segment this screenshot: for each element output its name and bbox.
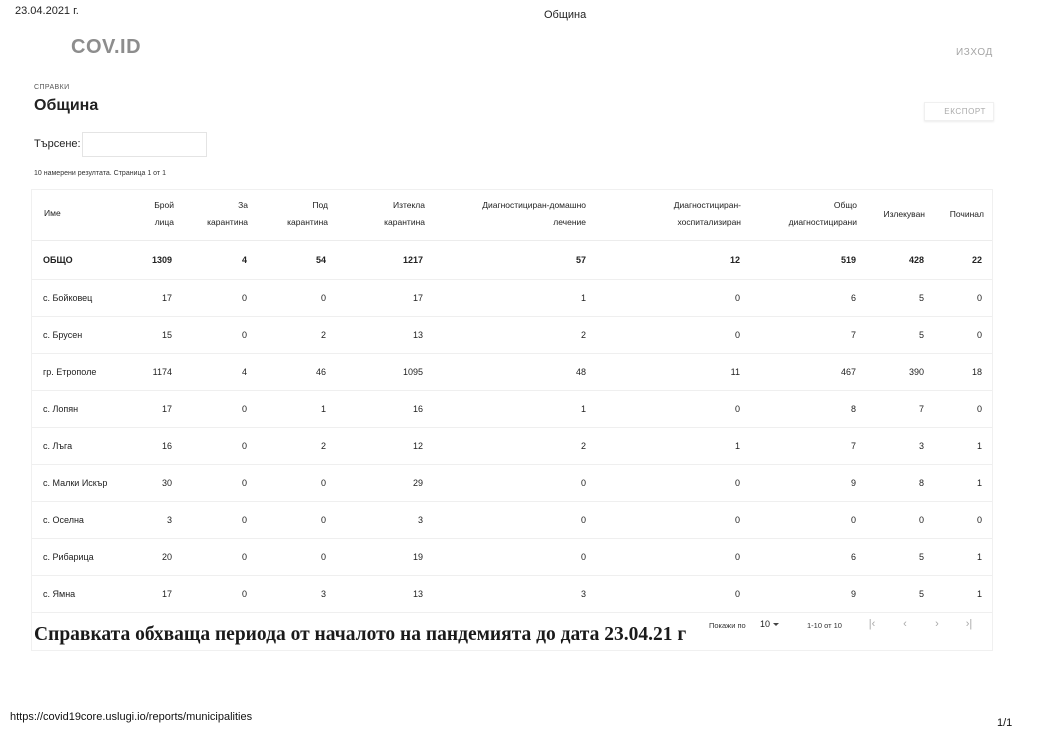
report-table <box>32 190 992 613</box>
cell-name: гр. Етрополе <box>43 367 97 377</box>
cell-expired-quarantine: 13 <box>412 589 423 599</box>
cell-deceased: 1 <box>976 552 982 562</box>
header-deceased[interactable]: Починал <box>949 209 984 219</box>
cell-cured: 3 <box>918 441 924 451</box>
cell-name: ОБЩО <box>43 255 73 265</box>
cell-persons: 1309 <box>151 255 172 265</box>
cell-persons: 30 <box>161 478 172 488</box>
export-button[interactable] <box>924 102 994 121</box>
print-page-number: 1/1 <box>997 717 1013 729</box>
cell-under-quarantine: 0 <box>320 552 326 562</box>
cell-hospitalized: 0 <box>734 478 740 488</box>
cell-home-treatment: 57 <box>575 255 586 265</box>
table-row <box>32 354 992 391</box>
cell-persons: 1174 <box>152 367 172 377</box>
cell-total-diagnosed: 467 <box>840 367 856 377</box>
cell-deceased: 22 <box>971 255 982 265</box>
pagination-range: 1-10 от 10 <box>807 621 842 630</box>
cell-persons: 3 <box>166 515 172 525</box>
cell-deceased: 0 <box>976 293 982 303</box>
cell-cured: 5 <box>918 293 924 303</box>
cell-name: с. Бойковец <box>43 293 93 303</box>
cell-under-quarantine: 3 <box>320 589 326 599</box>
cell-expired-quarantine: 3 <box>417 515 423 525</box>
cell-deceased: 1 <box>976 589 982 599</box>
cell-total-diagnosed: 7 <box>850 441 856 451</box>
cell-under-quarantine: 2 <box>320 330 326 340</box>
cell-hospitalized: 0 <box>734 293 740 303</box>
header-under-quarantine[interactable]: Под карантина <box>287 200 328 227</box>
cell-name: с. Лопян <box>43 404 79 414</box>
cell-deceased: 18 <box>971 367 982 377</box>
cell-to-quarantine: 0 <box>241 404 247 414</box>
cell-deceased: 0 <box>976 330 982 340</box>
header-total-diagnosed[interactable]: Общо диагностицирани <box>788 200 857 227</box>
cell-total-diagnosed: 9 <box>850 478 856 488</box>
next-page-icon[interactable]: › <box>935 618 939 630</box>
header-name[interactable]: Име <box>44 208 61 218</box>
cell-to-quarantine: 0 <box>241 441 247 451</box>
cell-under-quarantine: 1 <box>320 404 326 414</box>
cell-under-quarantine: 0 <box>320 478 326 488</box>
cell-under-quarantine: 0 <box>320 515 326 525</box>
print-date: 23.04.2021 г. <box>15 5 79 17</box>
header-to-quarantine[interactable]: За карантина <box>207 200 248 227</box>
cell-persons: 15 <box>161 330 172 340</box>
cell-to-quarantine: 0 <box>241 515 247 525</box>
table-row <box>32 280 992 317</box>
header-expired-quarantine[interactable]: Изтекла карантина <box>384 200 425 227</box>
cell-expired-quarantine: 12 <box>412 441 423 451</box>
cell-under-quarantine: 46 <box>315 367 326 377</box>
cell-under-quarantine: 0 <box>320 293 326 303</box>
cell-expired-quarantine: 19 <box>412 552 423 562</box>
cell-hospitalized: 0 <box>734 515 740 525</box>
cell-hospitalized: 1 <box>734 441 740 451</box>
cell-home-treatment: 0 <box>580 552 586 562</box>
export-button-label: ЕКСПОРТ <box>944 107 986 116</box>
last-page-icon[interactable]: ›| <box>965 618 973 630</box>
cell-name: с. Лъга <box>43 441 73 451</box>
cell-expired-quarantine: 1217 <box>402 255 423 265</box>
cell-name: с. Рибарица <box>43 552 94 562</box>
cell-home-treatment: 1 <box>580 293 586 303</box>
print-url: https://covid19core.uslugi.io/reports/municipalities <box>10 711 253 723</box>
period-note: Справката обхваща периода от началото на пандемията до дата 23.04.21 г <box>34 624 687 645</box>
report-table-card <box>31 189 993 651</box>
prev-page-icon[interactable]: ‹ <box>903 618 907 630</box>
cell-expired-quarantine: 1095 <box>402 367 423 377</box>
cell-name: с. Брусен <box>43 330 83 340</box>
cell-hospitalized: 0 <box>734 552 740 562</box>
cell-total-diagnosed: 7 <box>850 330 856 340</box>
cell-hospitalized: 0 <box>734 589 740 599</box>
table-row <box>32 391 992 428</box>
cell-persons: 17 <box>161 404 172 414</box>
cell-hospitalized: 0 <box>734 330 740 340</box>
header-hospitalized[interactable]: Диагностициран- хоспитализиран <box>673 200 741 227</box>
cell-cured: 0 <box>918 515 924 525</box>
cell-cured: 7 <box>918 404 924 414</box>
table-row <box>32 465 992 502</box>
cell-total-diagnosed: 519 <box>840 255 856 265</box>
cell-cured: 5 <box>918 330 924 340</box>
header-home-treatment[interactable]: Диагностициран-домашно лечение <box>482 200 586 227</box>
cell-home-treatment: 3 <box>580 589 586 599</box>
cell-under-quarantine: 2 <box>320 441 326 451</box>
cell-persons: 16 <box>161 441 172 451</box>
cell-persons: 17 <box>161 293 172 303</box>
cell-expired-quarantine: 17 <box>412 293 423 303</box>
cell-deceased: 1 <box>976 478 982 488</box>
cell-hospitalized: 11 <box>730 367 740 377</box>
search-label: Търсене: <box>34 138 81 150</box>
cell-home-treatment: 2 <box>580 441 586 451</box>
cell-name: с. Оселна <box>43 515 84 525</box>
cell-total-diagnosed: 6 <box>850 293 856 303</box>
cell-to-quarantine: 4 <box>241 367 247 377</box>
table-body <box>32 280 992 613</box>
logout-button[interactable]: ИЗХОД <box>956 47 993 58</box>
cell-persons: 17 <box>161 589 172 599</box>
cell-to-quarantine: 0 <box>241 589 247 599</box>
cell-cured: 428 <box>908 255 924 265</box>
cell-hospitalized: 12 <box>729 255 740 265</box>
cell-under-quarantine: 54 <box>315 255 326 265</box>
cell-expired-quarantine: 13 <box>412 330 423 340</box>
rows-per-page-value: 10 <box>760 619 771 629</box>
cell-home-treatment: 1 <box>580 404 586 414</box>
cell-to-quarantine: 4 <box>241 255 247 265</box>
cell-to-quarantine: 0 <box>241 330 247 340</box>
rows-per-page-label: Покажи по <box>709 621 746 630</box>
header-cured[interactable]: Излекуван <box>883 209 925 219</box>
cell-to-quarantine: 0 <box>241 293 247 303</box>
cell-name: с. Малки Искър <box>43 478 108 488</box>
app-logo[interactable]: COV.ID <box>71 36 142 58</box>
page-title: Община <box>34 97 99 114</box>
cell-to-quarantine: 0 <box>241 478 247 488</box>
breadcrumb[interactable]: СПРАВКИ <box>34 84 70 91</box>
dropdown-caret-icon <box>773 623 779 626</box>
search-input[interactable] <box>82 132 207 157</box>
cell-home-treatment: 0 <box>580 478 586 488</box>
cell-total-diagnosed: 0 <box>850 515 856 525</box>
cell-name: с. Ямна <box>43 589 76 599</box>
cell-to-quarantine: 0 <box>241 552 247 562</box>
cell-home-treatment: 48 <box>575 367 586 377</box>
cell-deceased: 0 <box>976 515 982 525</box>
table-row <box>32 428 992 465</box>
first-page-icon[interactable]: |‹ <box>868 618 876 630</box>
print-title: Община <box>544 9 587 21</box>
table-row-total <box>32 241 992 280</box>
cell-home-treatment: 2 <box>580 330 586 340</box>
cell-deceased: 1 <box>976 441 982 451</box>
table-row <box>32 539 992 576</box>
cell-expired-quarantine: 16 <box>412 404 423 414</box>
cell-persons: 20 <box>161 552 172 562</box>
cell-cured: 8 <box>918 478 924 488</box>
cell-total-diagnosed: 8 <box>850 404 856 414</box>
cell-total-diagnosed: 9 <box>850 589 856 599</box>
table-row <box>32 317 992 354</box>
cell-home-treatment: 0 <box>580 515 586 525</box>
table-header <box>32 190 992 241</box>
cell-deceased: 0 <box>976 404 982 414</box>
cell-expired-quarantine: 29 <box>412 478 423 488</box>
rows-per-page-select[interactable] <box>760 619 779 629</box>
cell-cured: 390 <box>908 367 924 377</box>
table-row <box>32 502 992 539</box>
header-persons[interactable]: Брой лица <box>154 200 174 227</box>
cell-cured: 5 <box>918 589 924 599</box>
cell-hospitalized: 0 <box>734 404 740 414</box>
cell-total-diagnosed: 6 <box>850 552 856 562</box>
results-info: 10 намерени резултата. Страница 1 от 1 <box>34 170 166 177</box>
cell-cured: 5 <box>918 552 924 562</box>
table-row <box>32 576 992 613</box>
